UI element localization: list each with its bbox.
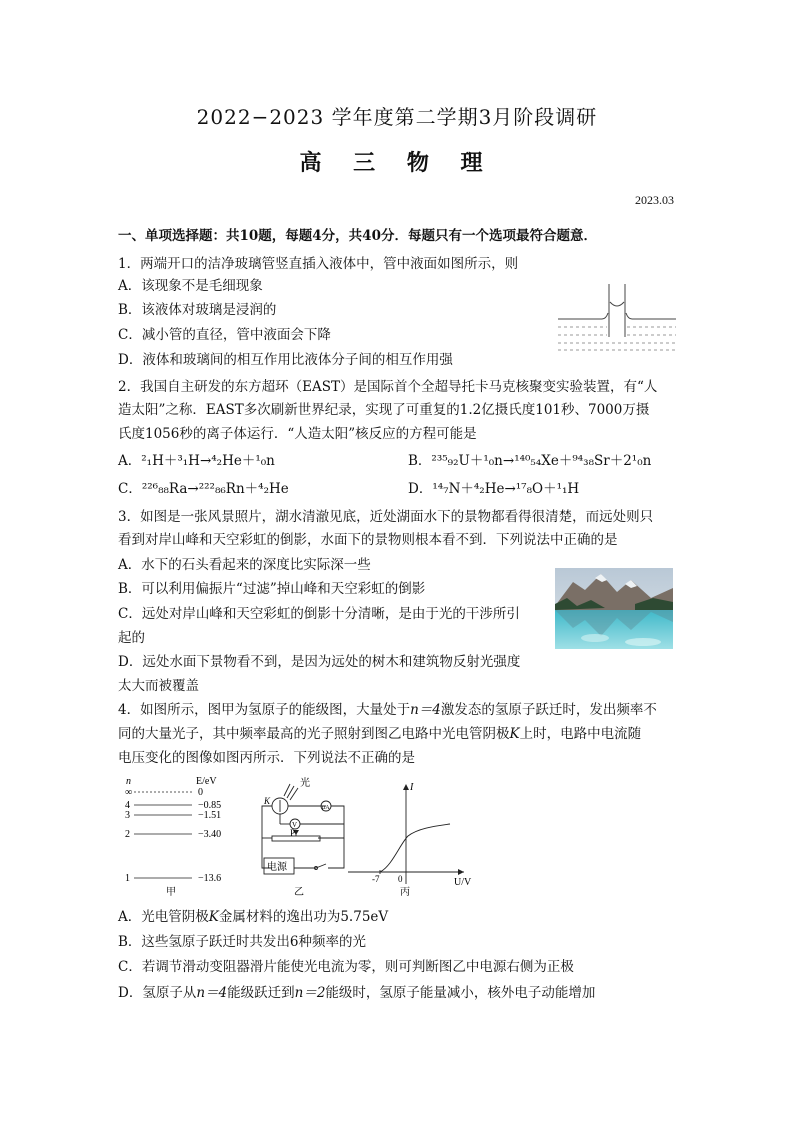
q4-option-d-part: 能级时，氢原子能量减小，核外电子动能增加	[325, 985, 596, 1001]
q4-option-d-n4: n＝4	[196, 985, 228, 1001]
figure-yi-caption: 乙	[294, 887, 304, 898]
graph-tick-negative: -7	[372, 874, 380, 884]
power-source-label: 电源	[267, 862, 287, 873]
voltmeter-label: V	[292, 821, 298, 829]
q4-stem-n4: n＝4	[410, 702, 441, 718]
q1-option-c: C．减小管的直径，管中液面会下降	[118, 327, 331, 343]
q2-option-a-equation: ²₁H＋³₁H→⁴₂He＋¹₀n	[141, 453, 275, 469]
photoelectric-circuit-diagram	[254, 774, 354, 898]
q1-stem: 1．两端开口的洁净玻璃管竖直插入液体中，管中液面如图所示，则	[118, 256, 519, 272]
level-energy-label: −13.6	[198, 873, 222, 884]
q4-option-a-k: K	[208, 909, 219, 925]
q2-option-c-equation: ²²⁶₈₈Ra→²²²₈₆Rn＋⁴₂He	[141, 481, 289, 497]
q3-option-c-line2: 起的	[118, 630, 145, 646]
q1-option-b: B．该液体对玻璃是浸润的	[118, 302, 277, 318]
q4-option-b: B．这些氢原子跃迁时共发出6种频率的光	[118, 934, 367, 950]
q3-option-a: A．水下的石头看起来的深度比实际深一些	[118, 557, 371, 573]
q4-stem-part: 同的大量光子，其中频率最高的光子照射到图乙电路中光电管阴极	[118, 726, 510, 742]
graph-y-label: I	[410, 782, 414, 793]
energy-n-axis-label: n	[126, 776, 131, 787]
q2-option-d-equation: ¹⁴₇N＋⁴₂He→¹⁷₈O＋¹₁H	[432, 481, 580, 497]
lake-landscape-photo	[555, 568, 673, 649]
q2-option-b-label: B．	[408, 453, 432, 469]
capillary-tube-figure	[558, 282, 676, 352]
energy-e-axis-label: E/eV	[196, 776, 217, 787]
q2-stem-line1: 2．我国自主研发的东方超环（EAST）是国际首个全超导托卡马克核聚变实验装置，有“人	[118, 379, 658, 395]
section-heading: 一、单项选择题：共10题，每题4分，共40分．每题只有一个选项最符合题意．	[118, 228, 597, 244]
q4-stem-part: 4．如图所示，图甲为氢原子的能级图，大量处于	[118, 702, 411, 718]
q2-option-d	[408, 479, 579, 499]
q2-option-d-label: D．	[408, 481, 433, 497]
level-energy-label: −0.85	[198, 800, 222, 811]
light-label: 光	[300, 778, 310, 789]
q4-option-d	[118, 983, 595, 1003]
q4-option-a	[118, 907, 388, 927]
q4-stem-line3: 电压变化的图像如图丙所示．下列说法不正确的是	[118, 750, 415, 766]
q3-option-d-line2: 太大而被覆盖	[118, 678, 199, 694]
q2-option-a	[118, 451, 275, 471]
level-n-label: 2	[125, 829, 130, 840]
slider-p-label: P	[290, 828, 296, 838]
q3-option-b: B．可以利用偏振片“过滤”掉山峰和天空彩虹的倒影	[118, 581, 426, 597]
level-n-label: 1	[125, 873, 130, 884]
q3-option-d-line1: D．远处水面下景物看不到，是因为远处的树木和建筑物反射光强度	[118, 654, 521, 670]
q4-option-d-part: D．氢原子从	[118, 985, 197, 1001]
microammeter-label: μA	[322, 805, 330, 811]
q4-option-c: C．若调节滑动变阻器滑片能使光电流为零，则可判断图乙中电源右侧为正极	[118, 959, 574, 975]
level-energy-label: −3.40	[198, 829, 222, 840]
q3-stem-line1: 3．如图是一张风景照片，湖水清澈见底，近处湖面水下的景物都看得很清楚，而远处则只	[118, 509, 654, 525]
exam-title: 2022−2023 学年度第二学期3月阶段调研	[196, 105, 598, 129]
q4-stem-k: K	[509, 726, 520, 742]
q4-option-a-part: A．光电管阴极	[118, 909, 209, 925]
q3-stem-line2: 看到对岸山峰和天空彩虹的倒影，水面下的景物则根本看不到．下列说法中正确的是	[118, 532, 618, 548]
q2-option-b	[408, 451, 651, 471]
q2-option-c	[118, 479, 289, 499]
figure-jia-caption: 甲	[166, 887, 176, 898]
q1-option-d: D．液体和玻璃间的相互作用比液体分子间的相互作用强	[118, 352, 453, 368]
q4-stem-line1	[118, 700, 657, 720]
q4-stem-part: 激发态的氢原子跃迁时，发出频率不	[440, 702, 657, 718]
q2-stem-line3: 氏度1056秒的离子体运行．“人造太阳”核反应的方程可能是	[118, 426, 477, 442]
q3-option-c-line1: C．远处对岸山峰和天空彩虹的倒影十分清晰，是由于光的干涉所引	[118, 606, 520, 622]
q2-option-c-label: C．	[118, 481, 142, 497]
level-energy-label: 0	[198, 787, 203, 798]
energy-levels	[125, 787, 221, 884]
q4-option-d-part: 能级跃迁到	[227, 985, 295, 1001]
subject-title: 高 三 物 理	[299, 150, 495, 176]
current-voltage-graph	[346, 774, 476, 898]
q4-option-a-part: 金属材料的逸出功为5.75eV	[218, 909, 389, 925]
q4-stem-part: 上时，电路中电流随	[519, 726, 642, 742]
energy-level-diagram	[118, 774, 236, 898]
y-axis-arrow-icon	[403, 784, 409, 790]
exam-date: 2023.03	[635, 193, 674, 207]
photocurrent-curve	[380, 824, 450, 872]
x-axis-arrow-icon	[458, 869, 464, 875]
graph-x-label: U/V	[454, 877, 472, 888]
q2-option-b-equation: ²³⁵₉₂U＋¹₀n→¹⁴⁰₅₄Xe＋⁹⁴₃₈Sr＋2¹₀n	[431, 453, 652, 469]
graph-tick-zero: 0	[398, 874, 403, 884]
figure-bing-caption: 丙	[400, 887, 410, 898]
level-n-label: 3	[125, 810, 130, 821]
level-n-label: ∞	[125, 787, 133, 798]
q4-option-d-n2: n＝2	[294, 985, 326, 1001]
cathode-k-label: K	[264, 796, 271, 806]
q2-stem-line2: 造太阳”之称．EAST多次刷新世界纪录，实现了可重复的1.2亿摄氏度101秒、7000万摄	[118, 402, 650, 418]
q1-option-a: A．该现象不是毛细现象	[118, 278, 263, 294]
q4-stem-line2	[118, 724, 641, 744]
q2-option-a-label: A．	[118, 453, 142, 469]
level-n-label: 4	[125, 800, 130, 811]
level-energy-label: −1.51	[198, 810, 222, 821]
